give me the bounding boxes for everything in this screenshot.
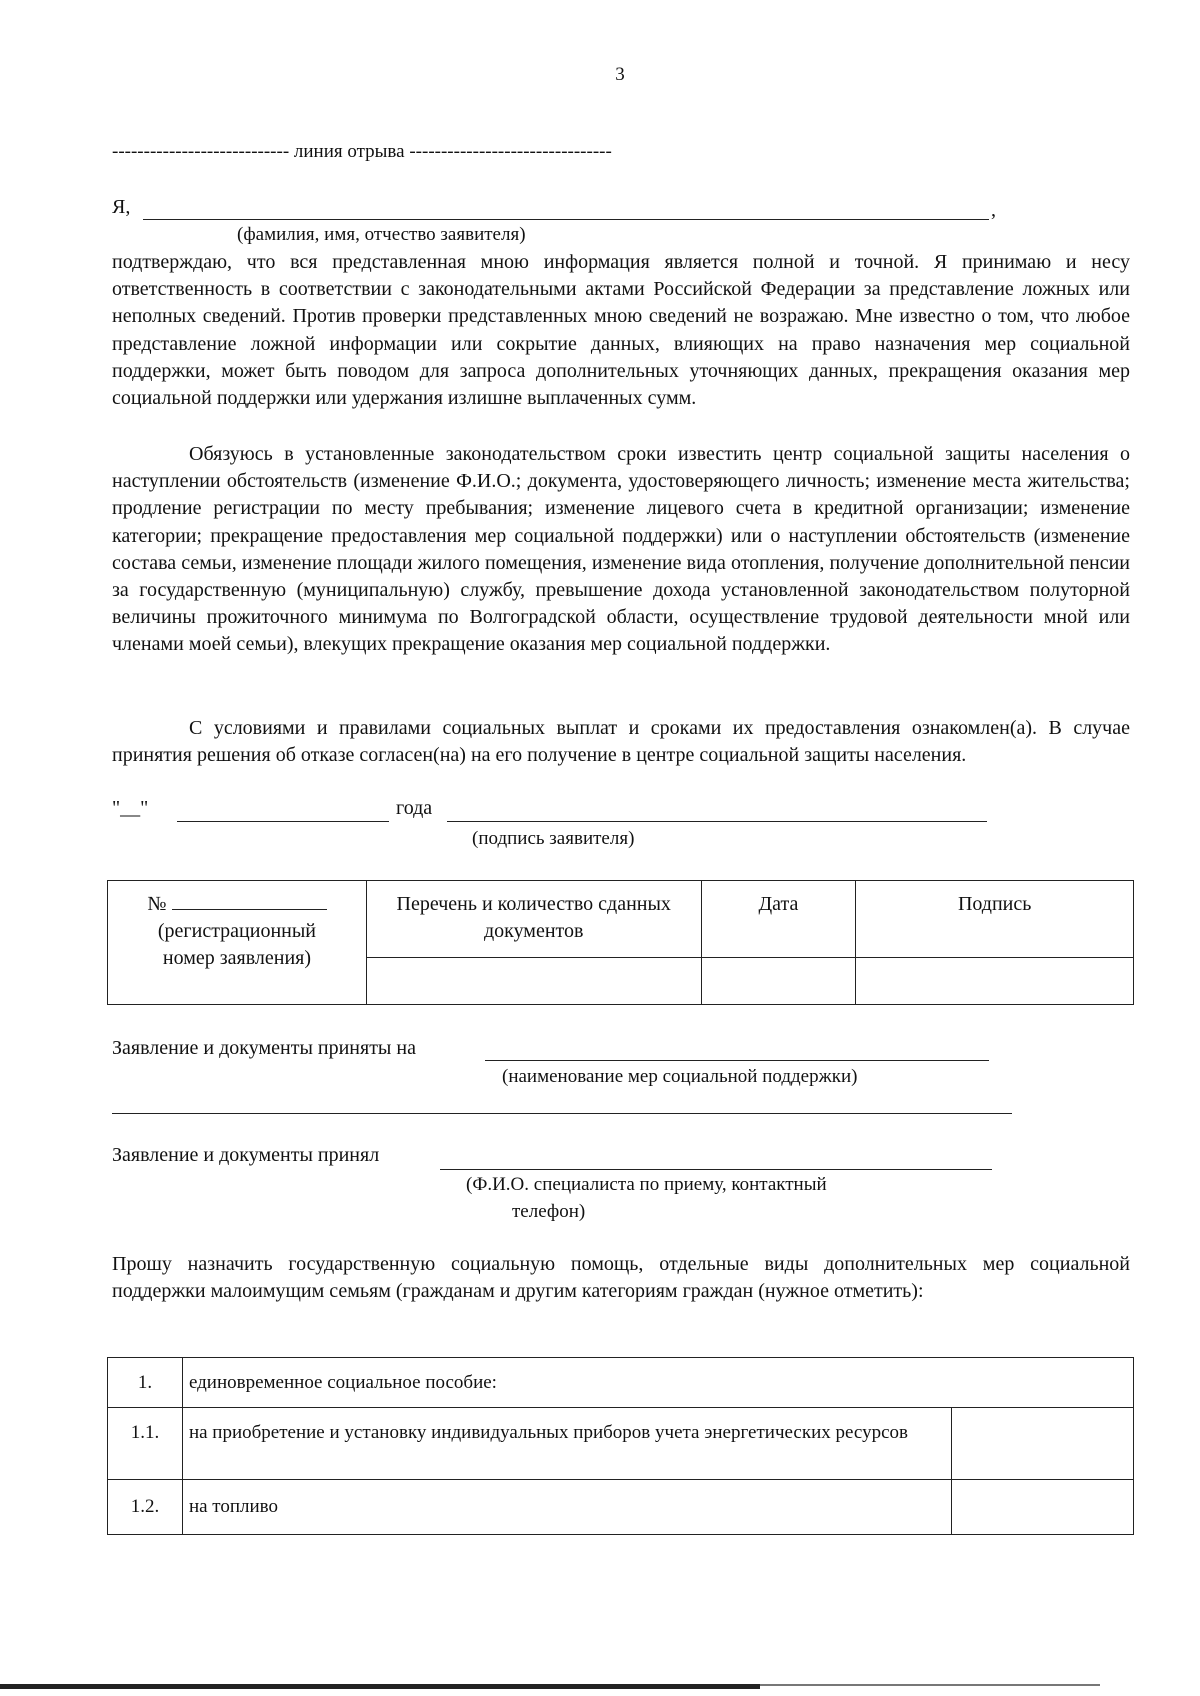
tear-line: ---------------------------- линия отрыва -------------------------------- [112, 141, 612, 162]
option-checkbox-cell[interactable] [952, 1480, 1134, 1535]
accepted-for-label: Заявление и документы приняты на [112, 1037, 416, 1059]
signature-caption: (подпись заявителя) [472, 828, 635, 849]
option-number: 1.2. [108, 1480, 183, 1535]
declaration-paragraph-2: Обязуюсь в установленные законодательством сроки известить центр социальной защиты населения о наступлении обстоятельств (изменение Ф.И.О.; документа, удостоверяющего личность; изменение места жительства; продление регистрации по месту пребывания; изменение лицевого счета в кредитной организации; изменение категории; прекращение предоставления мер социальной поддержки) или о наступлении обстоятельств (изменение состава семьи, изменение площади жилого помещения, изменение вида отопления, получение дополнительной пенсии за государственную (муниципальную) службу, превышение дохода установленной законодательством полуторной величины прожиточного минимума по Волгоградской области, осуществление трудовой деятельности мной или членами моей семьи), влекущих прекращение оказания мер социальной поддержки. [112, 443, 1130, 656]
declaration-paragraph-1: подтверждаю, что вся представленная мною информация является полной и точной. Я принимаю и несу ответственность в соответствии с законодательными актами Российской Федерации за представление ложных или неполных сведений. Против проверки представленных мною сведений не возражаю. Мне известно о том, что любое представление ложной информации или сокрытие данных, влияющих на право назначения мер социальной поддержки, может быть поводом для запроса дополнительных уточняющих данных, прекращения оказания мер социальной поддержки или удержания излишне выплаченных сумм. [112, 251, 1130, 410]
signature-line [447, 821, 987, 822]
documents-cell[interactable] [366, 958, 701, 1005]
accepted-for-line-2 [112, 1113, 1012, 1114]
applicant-name-caption: (фамилия, имя, отчество заявителя) [237, 224, 526, 245]
options-table [107, 1357, 1134, 1535]
option-number: 1. [108, 1358, 183, 1408]
accepted-for-caption: (наименование мер социальной поддержки) [502, 1066, 858, 1087]
accepted-by-caption-1: (Ф.И.О. специалиста по приему, контактный [466, 1174, 827, 1195]
accepted-by-label: Заявление и документы принял [112, 1144, 380, 1166]
date-header: Дата [701, 881, 856, 958]
option-number: 1.1. [108, 1408, 183, 1480]
option-text: единовременное социальное пособие: [182, 1358, 1133, 1408]
accepted-by-line [440, 1169, 992, 1170]
documents-header: Перечень и количество сданных документов [366, 881, 701, 958]
accepted-by-caption-2: телефон) [512, 1201, 586, 1222]
table-row [108, 1408, 1134, 1480]
scan-edge-bar [0, 1684, 760, 1689]
option-checkbox-cell[interactable] [952, 1408, 1134, 1480]
accepted-for-line [485, 1060, 989, 1061]
applicant-comma: , [991, 199, 996, 221]
applicant-label: Я, [112, 196, 131, 218]
applicant-name-line [143, 219, 989, 220]
reg-number-symbol: № [147, 893, 167, 915]
reg-number-cell [108, 881, 367, 1005]
request-text: Прошу назначить государственную социальную помощь, отдельные виды дополнительных мер социальной поддержки малоимущим семьям (гражданам и другим категориям граждан (нужное отметить): [112, 1253, 1130, 1303]
option-text: на приобретение и установку индивидуальных приборов учета энергетических ресурсов [182, 1408, 951, 1480]
receipt-table [107, 880, 1134, 1005]
declaration-paragraph-3: С условиями и правилами социальных выплат и сроками их предоставления ознакомлен(а). В случае принятия решения об отказе согласен(на) на его получение в центре социальной защиты населения. [112, 717, 1130, 767]
reg-number-caption: (регистрационный номер заявления) [157, 920, 317, 969]
reg-number-line [172, 891, 327, 910]
signature-cell[interactable] [856, 958, 1134, 1005]
date-signature-row [112, 797, 148, 820]
date-day-quote: "__" [112, 797, 149, 819]
page-number: 3 [615, 64, 625, 85]
table-row [108, 1480, 1134, 1535]
date-month-line [177, 821, 389, 822]
date-cell[interactable] [701, 958, 856, 1005]
table-row [108, 1358, 1134, 1408]
year-word: года [396, 797, 433, 819]
option-text: на топливо [182, 1480, 951, 1535]
signature-header: Подпись [856, 881, 1134, 958]
scan-edge-bar-faint [760, 1684, 1100, 1686]
